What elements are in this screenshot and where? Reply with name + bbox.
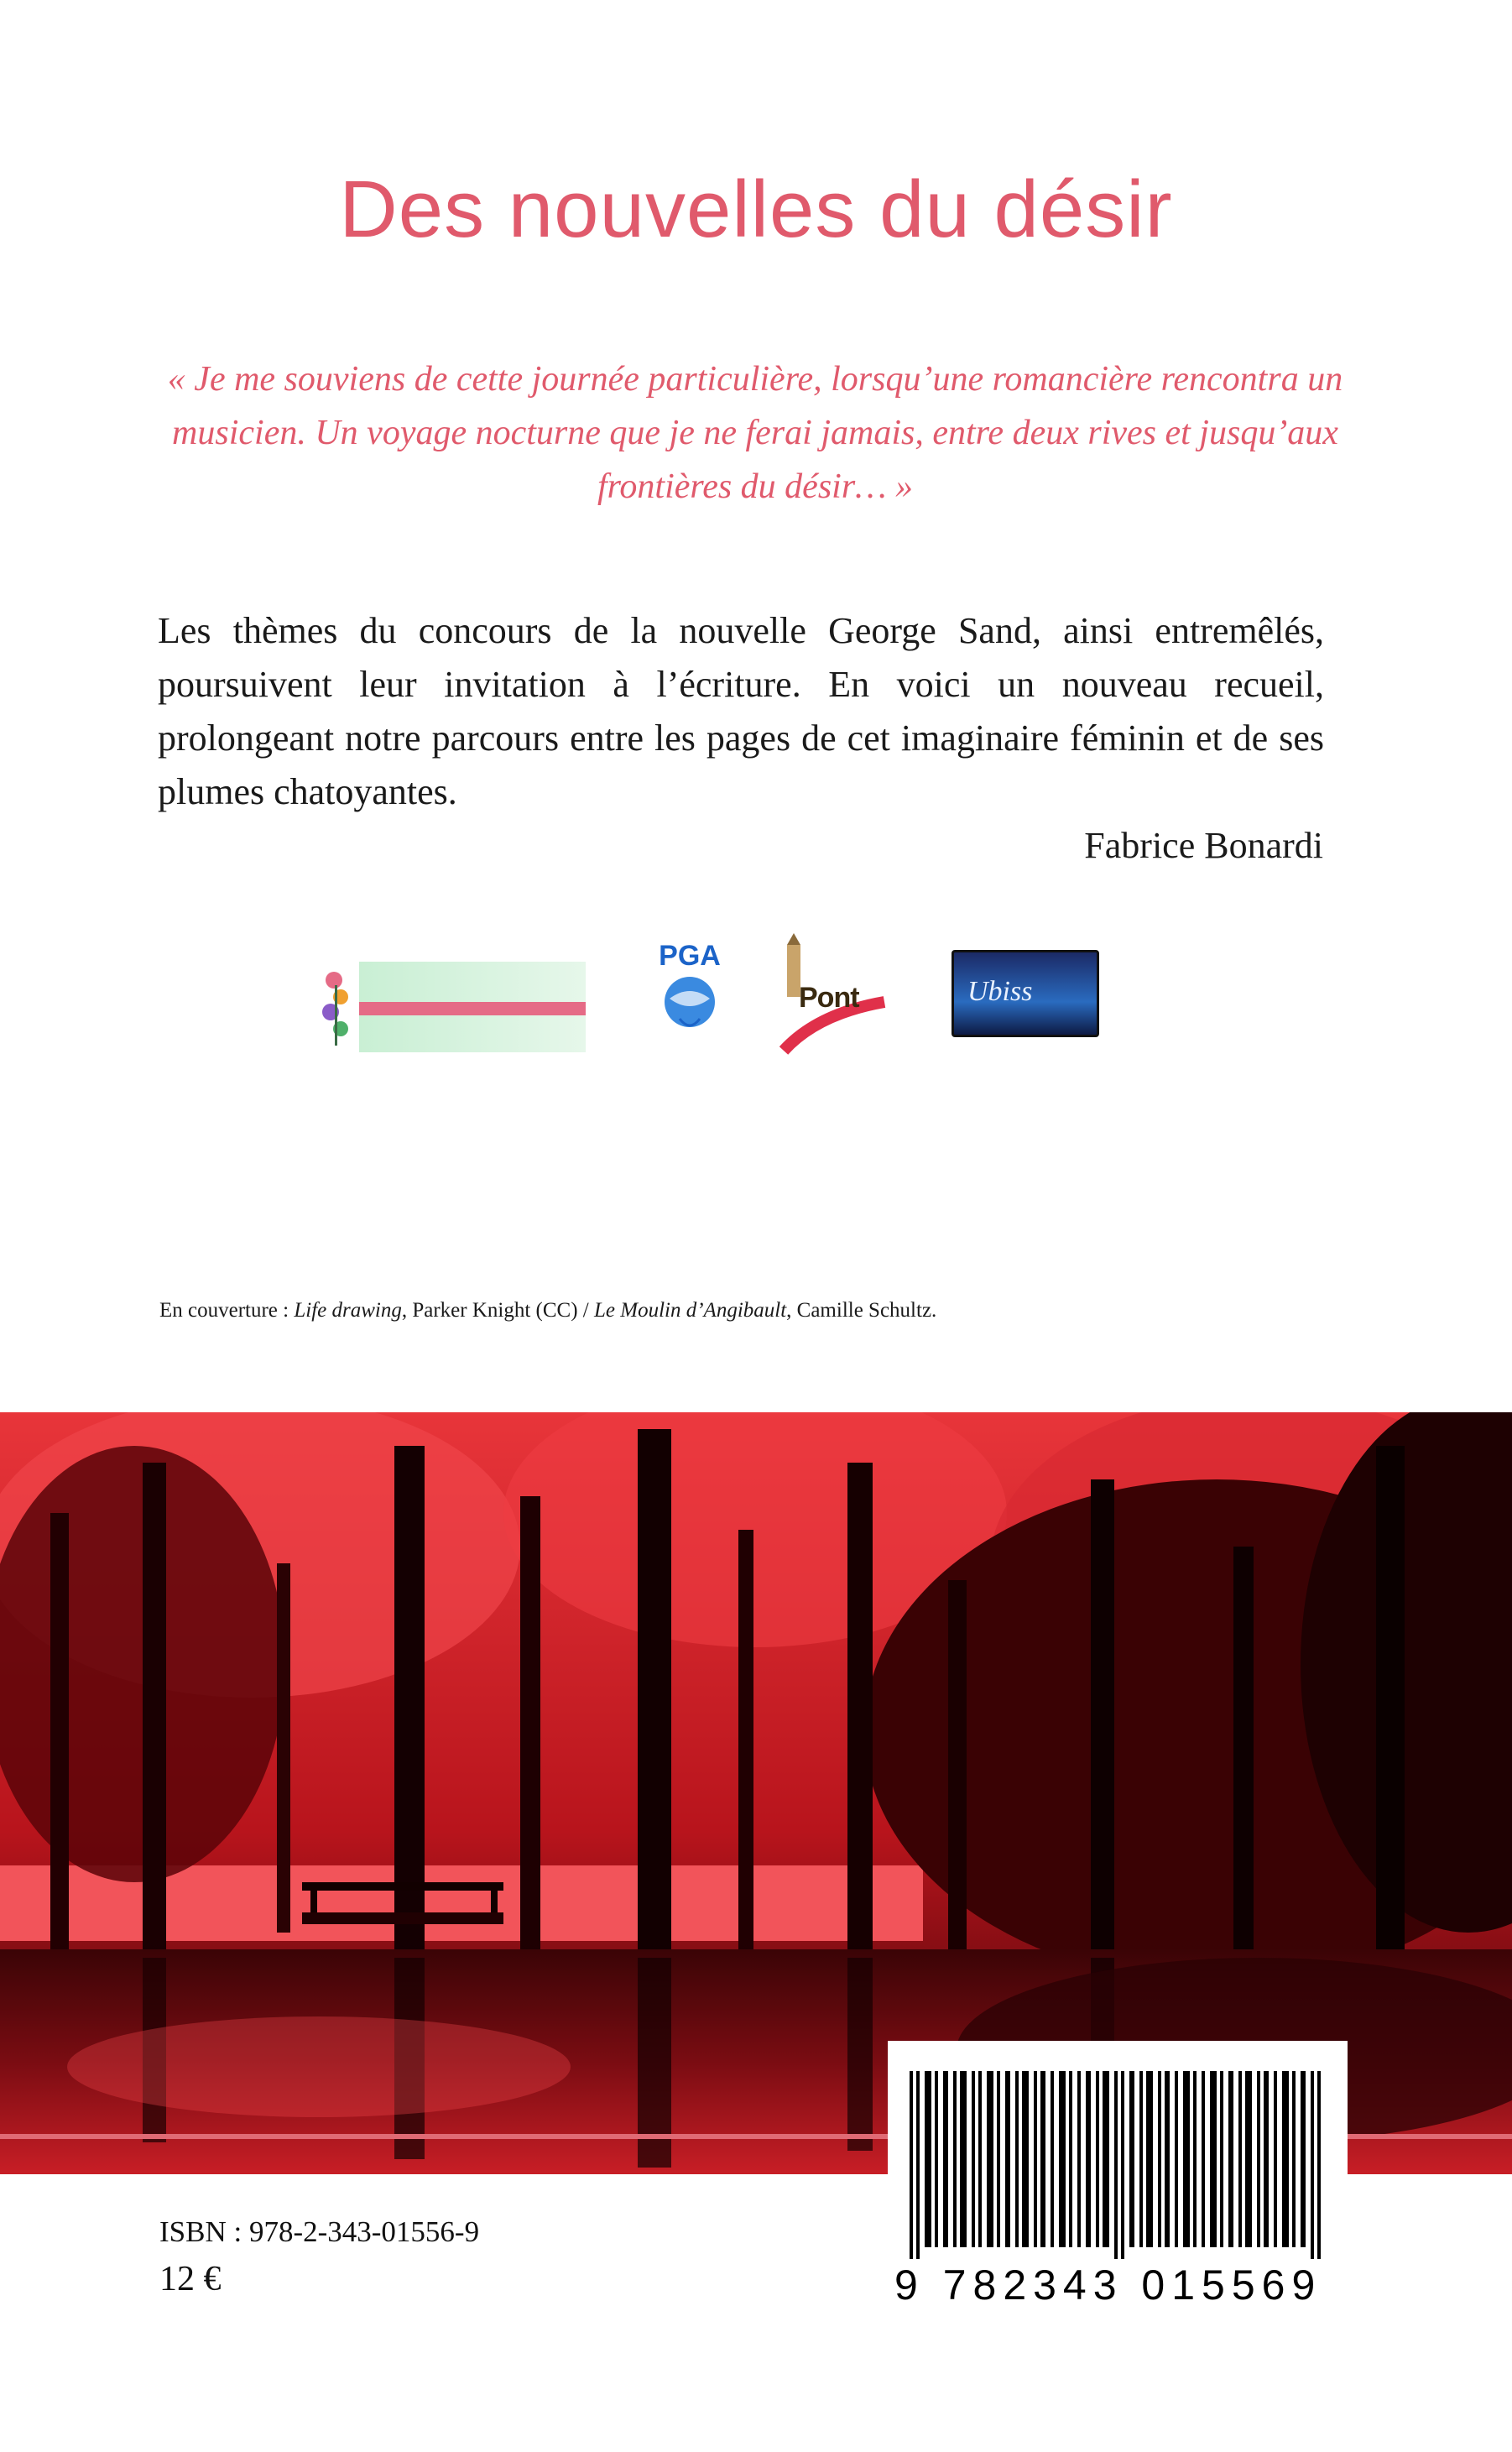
ubiss-logo bbox=[952, 950, 1103, 1041]
flower-icon bbox=[315, 963, 357, 1052]
barcode bbox=[888, 2041, 1348, 2318]
contest-banner bbox=[359, 962, 586, 1052]
ubiss-label: Ubiss bbox=[967, 976, 1033, 1007]
pga-logo bbox=[636, 933, 743, 1066]
barcode-bars bbox=[910, 2071, 1329, 2259]
pga-label: PGA bbox=[659, 940, 721, 972]
pont-logo bbox=[767, 933, 915, 1059]
pull-quote: « Je me souviens de cette journée particulière, lorsqu’une romancière rencontra un musicien. Un voyage nocturne que je ne ferai jamais, entre deux rives et jusqu’aux frontières du désir… » bbox=[167, 360, 1343, 506]
book-title: Des nouvelles du désir bbox=[339, 164, 1173, 254]
price-text: 12 € bbox=[159, 2260, 222, 2298]
barcode-digits: 9 782343 015569 bbox=[894, 2262, 1322, 2309]
cover-credits: En couverture : Life drawing, Parker Knight (CC) / Le Moulin d’Angibault, Camille Schultz. bbox=[159, 1299, 937, 1322]
globe-icon bbox=[636, 933, 743, 1066]
isbn-text: ISBN : 978-2-343-01556-9 bbox=[159, 2215, 480, 2248]
blurb-text: Les thèmes du concours de la nouvelle George Sand, ainsi entremêlés, poursuivent leur invitation à l’écriture. En voici un nouveau recueil, prolongeant notre parcours entre les pages de cet imaginaire féminin et de ses plumes chatoyantes. bbox=[158, 610, 1324, 812]
author-signature: Fabrice Bonardi bbox=[1084, 825, 1323, 866]
george-sand-contest-logo bbox=[312, 955, 589, 1057]
pont-label: Pont bbox=[799, 982, 859, 1014]
